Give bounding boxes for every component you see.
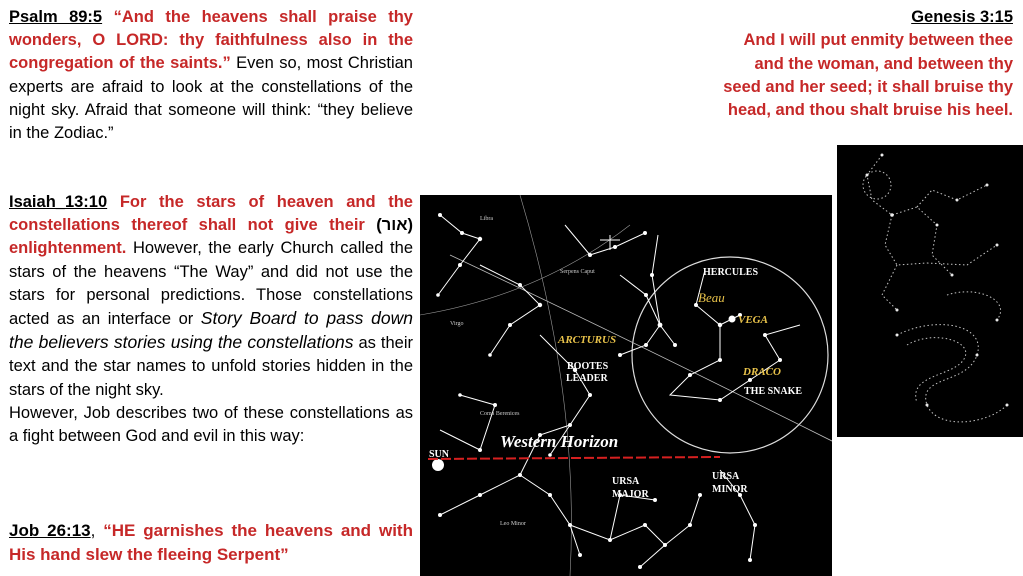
label-ursa-minor-2: MINOR bbox=[712, 484, 748, 495]
label-virgo: Virgo bbox=[450, 321, 464, 327]
label-ursa-major-2: MAJOR bbox=[612, 489, 649, 500]
hercules-serpent-illustration bbox=[837, 145, 1023, 437]
isaiah-paragraph bbox=[9, 191, 413, 448]
label-leo-minor: Leo Minor bbox=[500, 521, 526, 527]
vega-star bbox=[729, 316, 736, 323]
label-coma: Coma Berenices bbox=[480, 411, 520, 417]
label-horizon: Western Horizon bbox=[500, 432, 619, 451]
isaiah-body-part1: However, the early Church called the stars of the heavens “The Way” and did not use the stars for personal predictions. Those constellations acted as an interface or bbox=[9, 239, 413, 329]
psalm-reference: Psalm 89:5 bbox=[9, 8, 103, 26]
hebrew-word: (אור) bbox=[376, 216, 413, 235]
isaiah-reference: Isaiah_13:10 bbox=[9, 193, 108, 211]
job-quote: “HE garnishes the heavens and with His hand slew the fleeing Serpent” bbox=[9, 521, 413, 564]
genesis-reference: Genesis 3:15 bbox=[911, 8, 1013, 26]
isaiah-body-part2: as their text and the star names to unfold stories hidden in the stars of the night sky. bbox=[9, 334, 413, 399]
label-ursa-minor-1: URSA bbox=[712, 471, 740, 482]
label-libra: Libra bbox=[480, 216, 493, 222]
sun-icon bbox=[432, 459, 444, 471]
genesis-quote: And I will put enmity between thee and the woman, and between thy seed and her seed; it shall bruise thy head, and thou shalt bruise his heel. bbox=[723, 31, 1013, 120]
isaiah-quote-part2: enlightenment. bbox=[9, 239, 127, 258]
job-reference: Job 26:13 bbox=[9, 521, 91, 540]
isaiah-quote-part1: For the stars of heaven and the constellations thereof shall not give their bbox=[9, 193, 413, 235]
psalm-quote: “And the heavens shall praise thy wonders, O LORD: thy faithfulness also in the congregation of the saints.” bbox=[9, 8, 413, 73]
psalm-body: Even so, most Christian experts are afraid to look at the constellations of the night sky. Afraid that someone will think: “they believe in the Zodiac.” bbox=[9, 54, 413, 143]
label-vega: VEGA bbox=[738, 314, 768, 326]
label-leader: LEADER bbox=[566, 373, 608, 384]
star-chart bbox=[420, 195, 832, 576]
isaiah-body-part3: However, Job describes two of these constellations as a fight between God and evil in this way: bbox=[9, 403, 413, 446]
label-arcturus: ARCTURUS bbox=[558, 334, 617, 346]
label-ursa-major-1: URSA bbox=[612, 476, 640, 487]
genesis-block bbox=[713, 6, 1013, 122]
psalm-paragraph bbox=[9, 6, 413, 145]
isaiah-story-board: Story Board to pass down the believers stories using the constellations bbox=[9, 308, 413, 353]
label-hercules: HERCULES bbox=[703, 267, 759, 278]
label-serpens: Serpens Caput bbox=[560, 269, 595, 275]
job-separator: , bbox=[90, 521, 96, 540]
job-paragraph bbox=[9, 519, 413, 566]
label-bootes: BOOTES bbox=[567, 361, 609, 372]
label-draco: DRACO bbox=[743, 366, 781, 378]
label-sun: SUN bbox=[429, 449, 450, 460]
label-beau: Beau bbox=[698, 290, 725, 305]
label-snake: THE SNAKE bbox=[744, 386, 803, 397]
